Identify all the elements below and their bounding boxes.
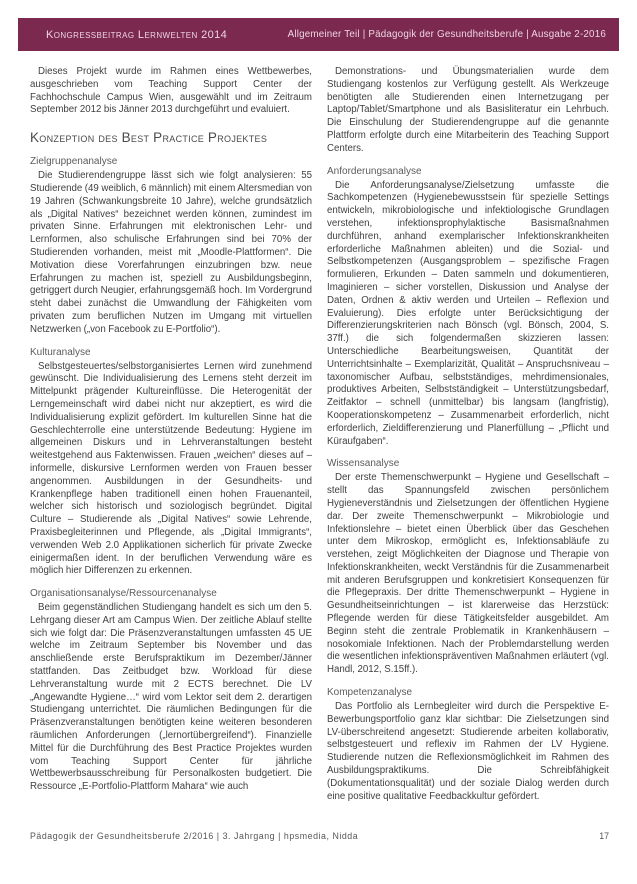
right-column xyxy=(327,66,609,803)
left-column xyxy=(30,66,312,803)
page-number: 17 xyxy=(599,831,609,841)
subsection-heading: Kulturanalyse xyxy=(30,346,91,358)
paragraph: Beim gegenständlichen Studiengang handelt es sich um den 5. Lehrgang dieser Art am Campus Wien. Der zeitliche Ablauf stellte sich wie folgt dar: Die Präsenzveranstaltungen umfassten 45 UE welche im Zeitraum September bis November und das anschließende erste Berufspraktikum im Dezember/Jänner stattfanden. Das Zeitbudget bzw. Workload für diese Lehrveranstaltung wurde mit 2 ECTS berechnet. Die LV „Angewandte Hygiene…“ wird vom Lektor seit dem 2. derartigen Studiengang unterrichtet. Die räumlichen Bedingungen für die Präsenzveranstaltungen benötigten keine weiteren besonderen räumlichen Anforderungen („lernortübergreifend“). Finanzielle Mittel für die Durchführung des Best Practice Projektes wurden vom Teaching Support Center für jährliche Wettbewerbsausschreibung für Personalkosten budgetiert. Die Ressource „E-Portfolio-Plattform Mahara“ wie auch xyxy=(30,602,312,793)
paragraph: Selbstgesteuertes/selbstorganisiertes Lernen wird zunehmend gewünscht. Die Individualisierung des Lernens steht derzeit im Mittelpunkt prägender Kultureinflüsse. Die Heterogenität der Lerngemeinschaft wird dabei nicht nur akzeptiert, es wird die Individualisierung explizit gefördert. Im kulturellen Sinne hat die Geschlechterrolle eine unterstützende Bedeutung: Hygiene im allgemeinen Diskurs und in Lehrveranstaltungen besteht weitestgehend aus Faktenwissen. Frauen „weichen“ dieses auf – informelle, diskursive Lernformen werden von Frauen besser angenommen. Ausbildungen in der Gesundheits- und Krankenpflege haben traditionell einen hohen Frauenanteil, welcher sich historisch und soziologisch begründet. Digital Culture – Studierende als „Digital Natives“ sowie Lehrende, Praxisbegleiterinnen und Pflegende, als „Digital Immigrants“, verwenden Web 2.0 Applikationen sicherlich für private Zwecke einigermaßen ident. In der beruflichen Verwendung wäre es möglich hier Differenzen zu erkennen. xyxy=(30,360,312,577)
header-journal-info: Allgemeiner Teil | Pädagogik der Gesundheitsberufe | Ausgabe 2-2016 xyxy=(287,29,606,40)
paragraph: Der erste Themenschwerpunkt – Hygiene und Gesellschaft – stellt das Spannungsfeld zwischen persönlichem Hygieneverständnis und Zielsetzungen der öffentlichen Hygiene dar. Der zweite Themenschwerpunkt – Mikrobiologie und Infektionslehre – bietet einen Überblick über das Geschehen unter dem Mikroskop, ermöglicht es, Infektionsabläufe zu verstehen, zeigt Möglichkeiten der Diagnose und Therapie von Infektionskrankheiten, weckt Verständnis für die Zusammenarbeit mit anderen Berufsgruppen und konkretisiert Konsequenzen für die Pflegepraxis. Der dritte Themenschwerpunkt – Hygiene in Gesundheitseinrichtungen – ist klarerweise das Herzstück: Pflegende werden für diese Tätigkeitsfelder ausgebildet. Am Beginn steht die zentrale Problematik in Krankenhäusern – nosokomiale Infektionen. Nach der Problemdarstellung werden die wesentlichen infektionspräventiven Maßnahmen erläutert (vgl. Handl, 2012, S.15ff.). xyxy=(327,472,609,676)
page-footer xyxy=(30,831,609,841)
header-bar xyxy=(18,18,619,51)
paragraph: Die Studierendengruppe lässt sich wie folgt analysieren: 55 Studierende (49 weiblich, 6 männlich) mit einem Altersmedian von 19 Jahren (Schwankungsbreite 10 Jahre), welche grundsätzlich als „Digital Natives“ bezeichnet werden können, zumindest im privaten Sinne. Erfahrungen mit elektronischen Lehr- und Lernformen, also schulische Erfahrungen sind bei 70% der Studierenden vorhanden, meist mit „Moodle-Plattformen“. Die Motivation diese Vorerfahrungen einzubringen bzw. neue Erfahrungen zu machen ist, speziell zu Ausbildungsbeginn, getriggert durch Neugier, erfahrungsgemäß hoch. Im Vordergrund steht dabei zunächst die Umwandlung der Fähigkeiten vom privaten zum beruflichen Nutzen im Umgang mit virtuellen Netzwerken („von Facebook zu E-Portfolio“). xyxy=(30,170,312,335)
paragraph: Demonstrations- und Übungsmaterialien wurde dem Studiengang kostenlos zur Verfügung gestellt. Als Werkzeuge benötigten alle Studierenden einen Internetzugang per Laptop/Tablet/Smartphone und als Basisliteratur ein Lehrbuch. Die Einschulung der Studierendengruppe auf die genannte Plattform erfolgte durch eine Mitarbeiterin des Teaching Support Centers. xyxy=(327,66,609,154)
subsection-heading: Kompetenzanalyse xyxy=(327,687,413,699)
subsection-heading: Anforderungsanalyse xyxy=(327,165,422,177)
header-article-type: Kongressbeitrag Lernwelten 2014 xyxy=(46,28,228,41)
subsection-heading: Wissensanalyse xyxy=(327,458,400,470)
article-body xyxy=(30,66,609,803)
footer-journal-line: Pädagogik der Gesundheitsberufe 2/2016 | 3. Jahrgang | hpsmedia, Nidda xyxy=(30,831,359,841)
paragraph: Das Portfolio als Lernbegleiter wird durch die Perspektive E-Bewerbungsportfolio ganz klar sichtbar: Die Zielsetzungen sind LV-überschreitend angesetzt: Studierende arbeiten kollaborativ, selbstgesteuert und reflexiv im Rahmen der LV Hygiene. Studierende nutzen die Reflexionsmöglichkeit im Rahmen des Ausbildungspraktikums. Die Schreibfähigkeit (Dokumentationsqualität) und der soziale Dialog werden durch eine positive qualitative Feedbackkultur gefördert. xyxy=(327,701,609,802)
subsection-heading: Zielgruppenanalyse xyxy=(30,156,118,168)
paragraph: Dieses Projekt wurde im Rahmen eines Wettbewerbes, ausgeschrieben vom Teaching Support Center der Fachhochschule Campus Wien, ausgewählt und im Zeitraum September 2012 bis Jänner 2013 durchgeführt und evaluiert. xyxy=(30,66,312,116)
subsection-heading: Organisationsanalyse/Ressourcenanalyse xyxy=(30,588,217,600)
paragraph: Die Anforderungsanalyse/Zielsetzung umfasste die Sachkompetenzen (Hygienebewusstsein für spezielle Settings entwickeln, mikrobiologische und infektiologische Grundlagen verstehen, infektionsprophylaktische Basismaßnahmen durchführen, anhand exemplarischer Infektionskrankheiten erforderliche Maßnahmen ableiten) und die Sozial- und Selbstkompetenzen (Ausgangsproblem – spezifische Fragen formulieren, Erkunden – Daten sammeln und dokumentieren, Imaginieren – sicher vorstellen, Diskussion und Analyse der Daten, Ordnen & aktiv werden und Urteilen – Reflexion und Evaluierung). Dies erfolgte unter Berücksichtigung der Differenzierungskriterien nach Bönsch (vgl. Bönsch, 2004, S. 37ff.) die sich folgendermaßen skizzieren lassen: Unterschiedliche Bearbeitungsweisen, Quantität der Unterrichtsinhalte – Exemplarizität, Qualität – Anspruchsniveau – taxonomischer Aufbau, selbstständiges, mehrdimensionales, produktives Arbeiten, Selbstständigkeit – Unterstützungsbedarf, Zeitfaktor – schnell (unmittelbar) bis langsam (langfristig), Kooperationskompetenz – Zusammenarbeit erforderlich, nicht erforderlich, Zieldifferenzierung und Planerfüllung – „Pflicht und Küraufgaben“. xyxy=(327,179,609,447)
section-heading: Konzeption des Best Practice Projektes xyxy=(30,130,268,146)
